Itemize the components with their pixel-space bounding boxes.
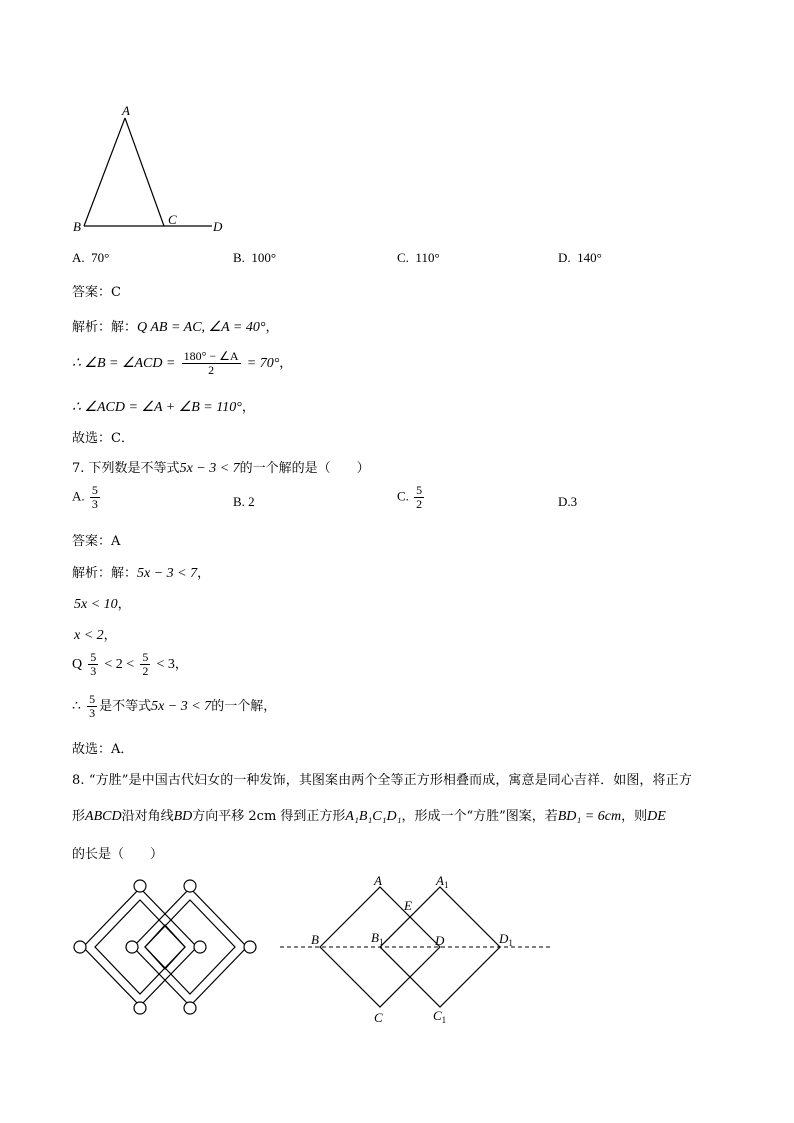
q6-option-a: A. 70° bbox=[72, 250, 110, 265]
q6-fraction: $\frac{180^\circ - \angle A}{2}$ bbox=[183, 349, 239, 377]
triangle-figure bbox=[60, 100, 260, 240]
vertex-label-c: C bbox=[168, 212, 177, 227]
q7-conclusion: 故选：A． bbox=[72, 742, 134, 757]
translated-squares-diagram bbox=[275, 868, 555, 1028]
q7-option-a: A. $\frac{5}{3}$ bbox=[72, 483, 98, 511]
q6-answer: 答案：C bbox=[72, 285, 121, 300]
q7-step3: x < 2， bbox=[74, 628, 117, 643]
label-b: B bbox=[311, 932, 319, 947]
q7-step1: 解析：解：5x − 3 < 7， bbox=[72, 566, 211, 581]
fangsheng-ornament-figure bbox=[65, 870, 270, 1020]
vertex-label-a: A bbox=[122, 103, 130, 118]
q7-answer: 答案：A bbox=[72, 534, 121, 549]
vertex-label-b: B bbox=[73, 219, 81, 234]
q7-option-c: C. $\frac{5}{2}$ bbox=[397, 483, 423, 511]
q6-analysis-line2: ∴ ∠B = ∠ACD = $\frac{180^\circ - \angle A}{2}$ = 70°， bbox=[72, 349, 293, 377]
q7-option-d: D.3 bbox=[558, 494, 578, 509]
q7-stem: 7. 下列数是不等式5x − 3 < 7的一个解的是（ ） bbox=[72, 461, 370, 476]
q7-option-b: B. 2 bbox=[233, 494, 255, 509]
q6-conclusion: 故选：C． bbox=[72, 431, 134, 446]
q8-stem-line2: 形ABCD沿对角线BD方向平移 2cm 得到正方形A₁B₁C₁D₁，形成一个“方胜”图案，若BD₁ = 6cm，则DE bbox=[72, 809, 666, 824]
q7-step4: Q $\frac{5}{3}$ < 2 < $\frac{5}{2}$ < 3， bbox=[72, 650, 188, 678]
q6-analysis-line1: 解析：解：Q AB = AC, ∠A = 40°， bbox=[72, 320, 279, 335]
label-d: D bbox=[435, 933, 445, 948]
q6-option-b: B. 100° bbox=[233, 250, 277, 265]
label-c: C bbox=[374, 1010, 383, 1025]
label-e: E bbox=[404, 898, 412, 913]
label-c1: $C_1$ bbox=[433, 1008, 447, 1025]
q7-step5: ∴ $\frac{5}{3}$ 是不等式5x − 3 < 7的一个解， bbox=[72, 692, 277, 720]
label-b1: $B_1$ bbox=[371, 930, 384, 947]
label-a1: $A_1$ bbox=[436, 873, 449, 890]
label-d1: $D_1$ bbox=[499, 931, 513, 948]
q8-stem-line3: 的长是（ ） bbox=[72, 847, 164, 862]
q6-option-c: C. 110° bbox=[397, 250, 440, 265]
q8-stem-line1: 8. “方胜”是中国古代妇女的一种发饰，其图案由两个全等正方形相叠而成，寓意是同心吉祥．如图，将正方 bbox=[72, 773, 692, 788]
q7-step2: 5x < 10， bbox=[74, 597, 131, 612]
triangle-lines bbox=[84, 118, 212, 226]
label-a: A bbox=[374, 873, 382, 888]
q6-analysis-line3: ∴ ∠ACD = ∠A + ∠B = 110°， bbox=[72, 400, 255, 415]
vertex-label-d: D bbox=[213, 219, 223, 234]
q6-option-d: D. 140° bbox=[558, 250, 602, 265]
